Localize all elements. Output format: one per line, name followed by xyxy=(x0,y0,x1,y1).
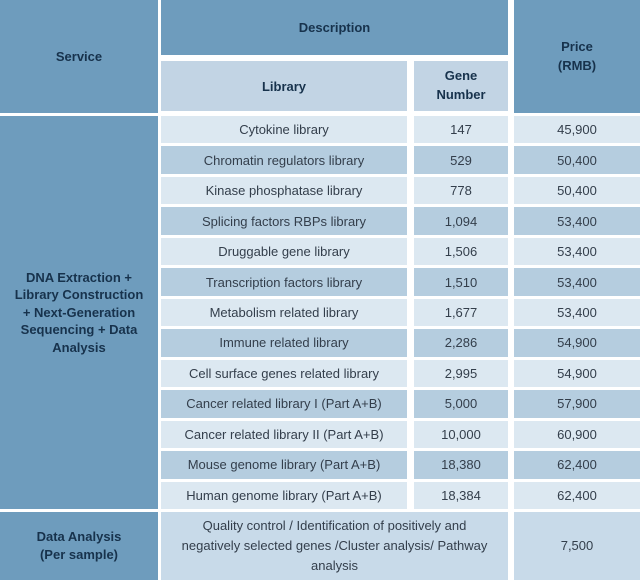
gene-header-line2: Number xyxy=(436,87,486,102)
price-cell: 50,400 xyxy=(511,177,640,204)
price-cell: 62,400 xyxy=(511,482,640,509)
data-analysis-description-cell: Quality control / Identification of positively and negatively selected genes /Cluster analysis/ Pathway analysis xyxy=(161,512,508,580)
gene-number-cell: 147 xyxy=(410,116,508,143)
library-name-cell: Cytokine library xyxy=(161,116,407,143)
col-header-gene-number xyxy=(410,61,508,113)
gene-number-cell: 10,000 xyxy=(410,421,508,448)
price-cell: 45,900 xyxy=(511,116,640,143)
gene-number-cell: 18,384 xyxy=(410,482,508,509)
price-cell: 54,900 xyxy=(511,360,640,387)
col-header-library xyxy=(161,61,407,113)
library-name-cell: Cell surface genes related library xyxy=(161,360,407,387)
price-cell: 53,400 xyxy=(511,207,640,234)
library-name-cell: Human genome library (Part A+B) xyxy=(161,482,407,509)
service-main-line5: Analysis xyxy=(52,339,106,355)
service-main-line2: Library Construction xyxy=(14,287,144,303)
price-cell: 53,400 xyxy=(511,299,640,326)
price-cell: 50,400 xyxy=(511,146,640,173)
service-main-line3: + Next-Generation xyxy=(22,304,136,320)
service-main-line1: DNA Extraction + xyxy=(25,269,133,285)
service-header-label: Service xyxy=(55,49,103,64)
service-main-line4: Sequencing + Data xyxy=(20,322,138,338)
gene-number-cell: 1,677 xyxy=(410,299,508,326)
library-name-cell: Mouse genome library (Part A+B) xyxy=(161,451,407,478)
gene-number-cell: 529 xyxy=(410,146,508,173)
description-header-label: Description xyxy=(298,20,371,35)
library-name-cell: Cancer related library II (Part A+B) xyxy=(161,421,407,448)
price-header-line2: (RMB) xyxy=(557,57,597,73)
gene-number-cell: 18,380 xyxy=(410,451,508,478)
library-name-cell: Druggable gene library xyxy=(161,238,407,265)
col-header-service xyxy=(0,0,158,113)
gene-number-cell: 1,510 xyxy=(410,268,508,295)
gene-number-cell: 778 xyxy=(410,177,508,204)
gene-number-cell: 2,286 xyxy=(410,329,508,356)
library-name-cell: Splicing factors RBPs library xyxy=(161,207,407,234)
price-cell: 53,400 xyxy=(511,268,640,295)
gene-header-line1: Gene xyxy=(444,68,478,84)
gene-number-cell: 1,094 xyxy=(410,207,508,234)
price-header-line1: Price xyxy=(561,38,593,54)
gene-number-cell: 5,000 xyxy=(410,390,508,417)
col-header-price xyxy=(511,0,640,113)
price-cell: 54,900 xyxy=(511,329,640,356)
data-analysis-price-cell: 7,500 xyxy=(511,512,640,580)
price-cell: 60,900 xyxy=(511,421,640,448)
price-cell: 62,400 xyxy=(511,451,640,478)
library-name-cell: Cancer related library I (Part A+B) xyxy=(161,390,407,417)
library-name-cell: Metabolism related library xyxy=(161,299,407,326)
library-name-cell: Immune related library xyxy=(161,329,407,356)
library-header-label: Library xyxy=(261,78,307,94)
service-persample-line2: (Per sample) xyxy=(39,546,119,562)
service-cell-data-analysis xyxy=(0,512,158,580)
library-name-cell: Chromatin regulators library xyxy=(161,146,407,173)
gene-number-cell: 2,995 xyxy=(410,360,508,387)
library-name-cell: Kinase phosphatase library xyxy=(161,177,407,204)
price-cell: 57,900 xyxy=(511,390,640,417)
gene-number-cell: 1,506 xyxy=(410,238,508,265)
service-cell-sequencing xyxy=(0,116,158,509)
library-name-cell: Transcription factors library xyxy=(161,268,407,295)
service-persample-line1: Data Analysis xyxy=(36,529,122,545)
col-header-description xyxy=(161,0,508,58)
price-cell: 53,400 xyxy=(511,238,640,265)
